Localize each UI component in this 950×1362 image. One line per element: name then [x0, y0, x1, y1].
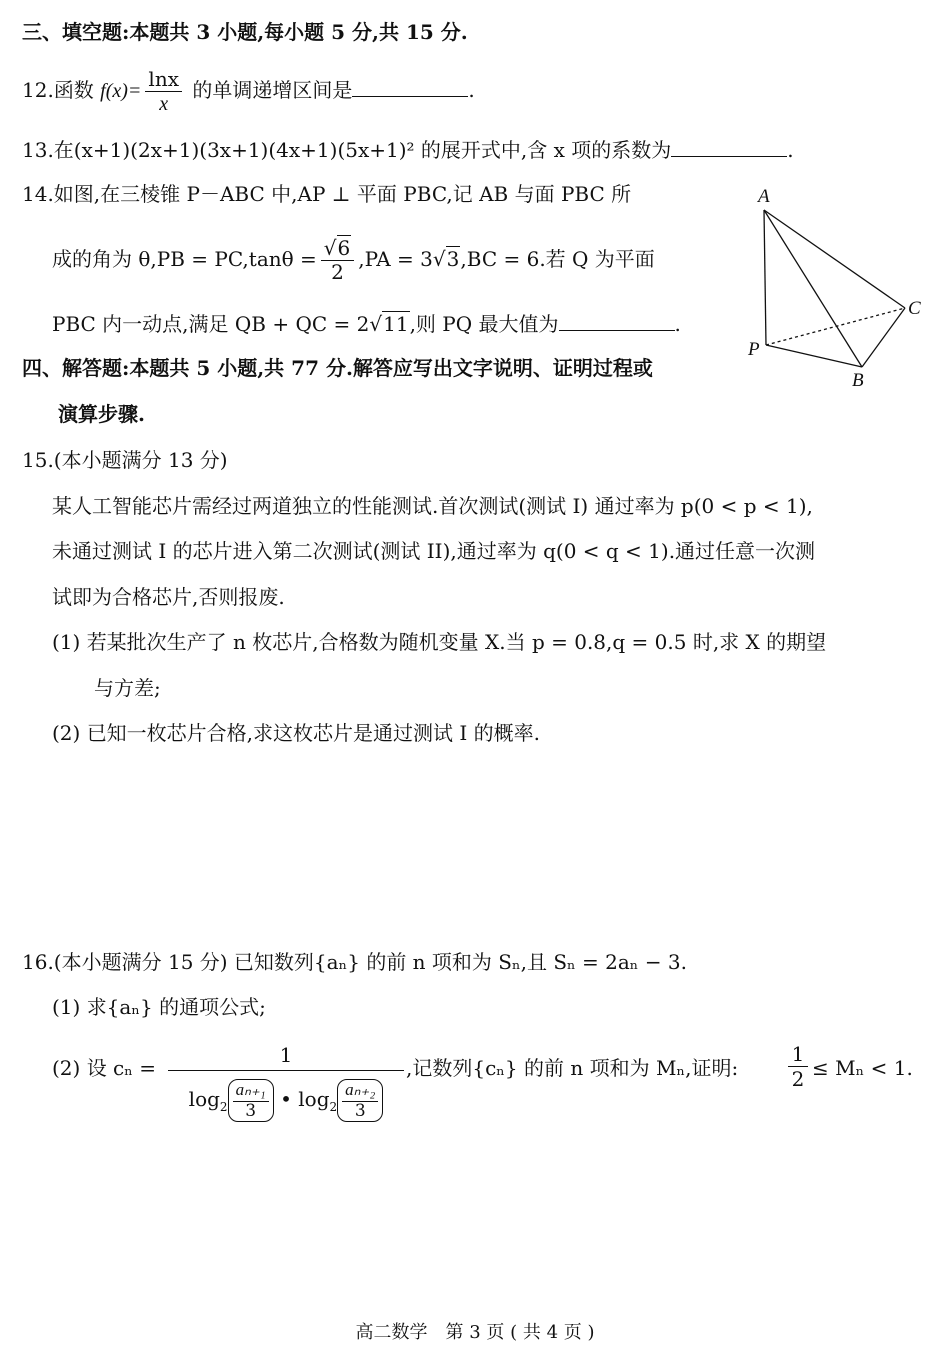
q12-post: 的单调递增区间是 [192, 78, 353, 102]
log-base-1: 2 [219, 1100, 228, 1114]
vertex-label-c: C [908, 298, 921, 319]
edge-bc [862, 308, 905, 367]
q14-line3-pre: PBC 内一动点,满足 QB + QC = 2 [52, 312, 370, 336]
q12-end: . [468, 78, 475, 102]
q16-part2-post [406, 1054, 738, 1082]
multiply-dot: • [280, 1087, 292, 1111]
q13-answer-blank[interactable] [671, 136, 787, 157]
q14-line2 [52, 233, 655, 285]
q14-sqrt6: √6 [323, 236, 351, 260]
q12-fraction [145, 68, 182, 116]
q16-inequality: ≤ Mₙ < 1. [812, 1056, 913, 1080]
vertex-label-p: P [748, 339, 760, 360]
q14-end: . [674, 312, 681, 336]
q14-line3 [52, 310, 681, 338]
q16-part2-pre: (2) 设 cₙ = [52, 1056, 157, 1080]
q15-line3: 试即为合格芯片,否则报废. [52, 585, 285, 609]
q16-part2-post-text: ,记数列{cₙ} 的前 n 项和为 Mₙ,证明: [406, 1056, 739, 1080]
q15-header: 15.(本小题满分 13 分) [22, 448, 228, 472]
q14-answer-blank[interactable] [559, 310, 675, 331]
q15-part1-line1: (1) 若某批次生产了 n 枚芯片,合格数为随机变量 X.当 p = 0.8,q = 0.5 时,求 X 的期望 [52, 630, 827, 654]
q15-part1-line2: 与方差; [94, 676, 161, 700]
edge-ap [764, 210, 766, 345]
q16-cn-numerator: 1 [168, 1040, 404, 1071]
q14-sqrt11: √11 [369, 312, 409, 336]
edge-pc-hidden [766, 308, 905, 345]
q14-line3-post: ,则 PQ 最大值为 [409, 312, 559, 336]
q14-line2-mid: ,PA = 3 [358, 247, 433, 271]
q14-sqrt3: √3 [432, 247, 460, 271]
q16-part1: (1) 求{aₙ} 的通项公式; [52, 995, 266, 1019]
question-12 [22, 64, 475, 117]
q16-paren-2: $\frac{\text{aₙ₊₂}}{3}$ [337, 1079, 383, 1122]
log-base-2: 2 [329, 1100, 338, 1114]
q16-cn-denominator [168, 1075, 404, 1131]
q12-denominator: x [159, 92, 169, 115]
q14-tan-fraction [321, 237, 354, 284]
q14-line2-pre: 成的角为 θ,PB = PC,tanθ = [52, 247, 317, 271]
q16-half-num: 1 [788, 1042, 808, 1067]
q12-function: f(x)= [100, 80, 142, 102]
vertex-label-b: B [852, 370, 864, 391]
edge-ab [764, 210, 862, 367]
q16-half-den: 2 [791, 1067, 805, 1091]
q13-text: 13.在(x+1)(2x+1)(3x+1)(4x+1)(5x+1)² 的展开式中,含 x 项的系数为 [22, 138, 672, 162]
question-13 [22, 136, 794, 164]
q12-number: 12. [22, 78, 54, 102]
section4-heading-line1: 四、解答题:本题共 5 小题,共 77 分.解答应写出文字说明、证明过程或 [22, 356, 653, 380]
q16-header: 16.(本小题满分 15 分) 已知数列{aₙ} 的前 n 项和为 Sₙ,且 Sₙ = 2aₙ − 3. [22, 950, 688, 974]
q14-line2-post: ,BC = 6.若 Q 为平面 [460, 247, 655, 271]
vertex-label-a: A [758, 186, 770, 207]
q12-numerator: lnx [145, 68, 182, 92]
q15-part2: (2) 已知一枚芯片合格,求这枚芯片是通过测试 I 的概率. [52, 721, 541, 745]
q13-end: . [787, 138, 794, 162]
log-1: log [188, 1087, 220, 1111]
q14-tan-den: 2 [331, 260, 344, 284]
q16-cn-fraction [168, 1040, 404, 1131]
pyramid-figure [742, 180, 938, 398]
edge-ac [764, 210, 905, 308]
q15-line1: 某人工智能芯片需经过两道独立的性能测试.首次测试(测试 I) 通过率为 p(0 < p < 1), [52, 494, 813, 518]
q12-answer-blank[interactable] [352, 76, 468, 97]
q16-paren-1: $\frac{\text{aₙ₊₁}}{3}$ [228, 1079, 274, 1122]
q14-line1: 14.如图,在三棱锥 P－ABC 中,AP ⊥ 平面 PBC,记 AB 与面 PBC 所 [22, 182, 632, 206]
q16-half-fraction [788, 1042, 808, 1091]
section3-heading: 三、填空题:本题共 3 小题,每小题 5 分,共 15 分. [22, 20, 468, 44]
q12-pre: 函数 [53, 78, 94, 102]
section4-heading-line2: 演算步骤. [58, 402, 145, 426]
log-2: log [298, 1087, 330, 1111]
page-footer: 高二数学 第 3 页 ( 共 4 页 ) [355, 1322, 595, 1343]
edge-pb [766, 345, 862, 367]
q15-line2: 未通过测试 I 的芯片进入第二次测试(测试 II),通过率为 q(0 < q < 1).通过任意一次测 [52, 539, 816, 563]
